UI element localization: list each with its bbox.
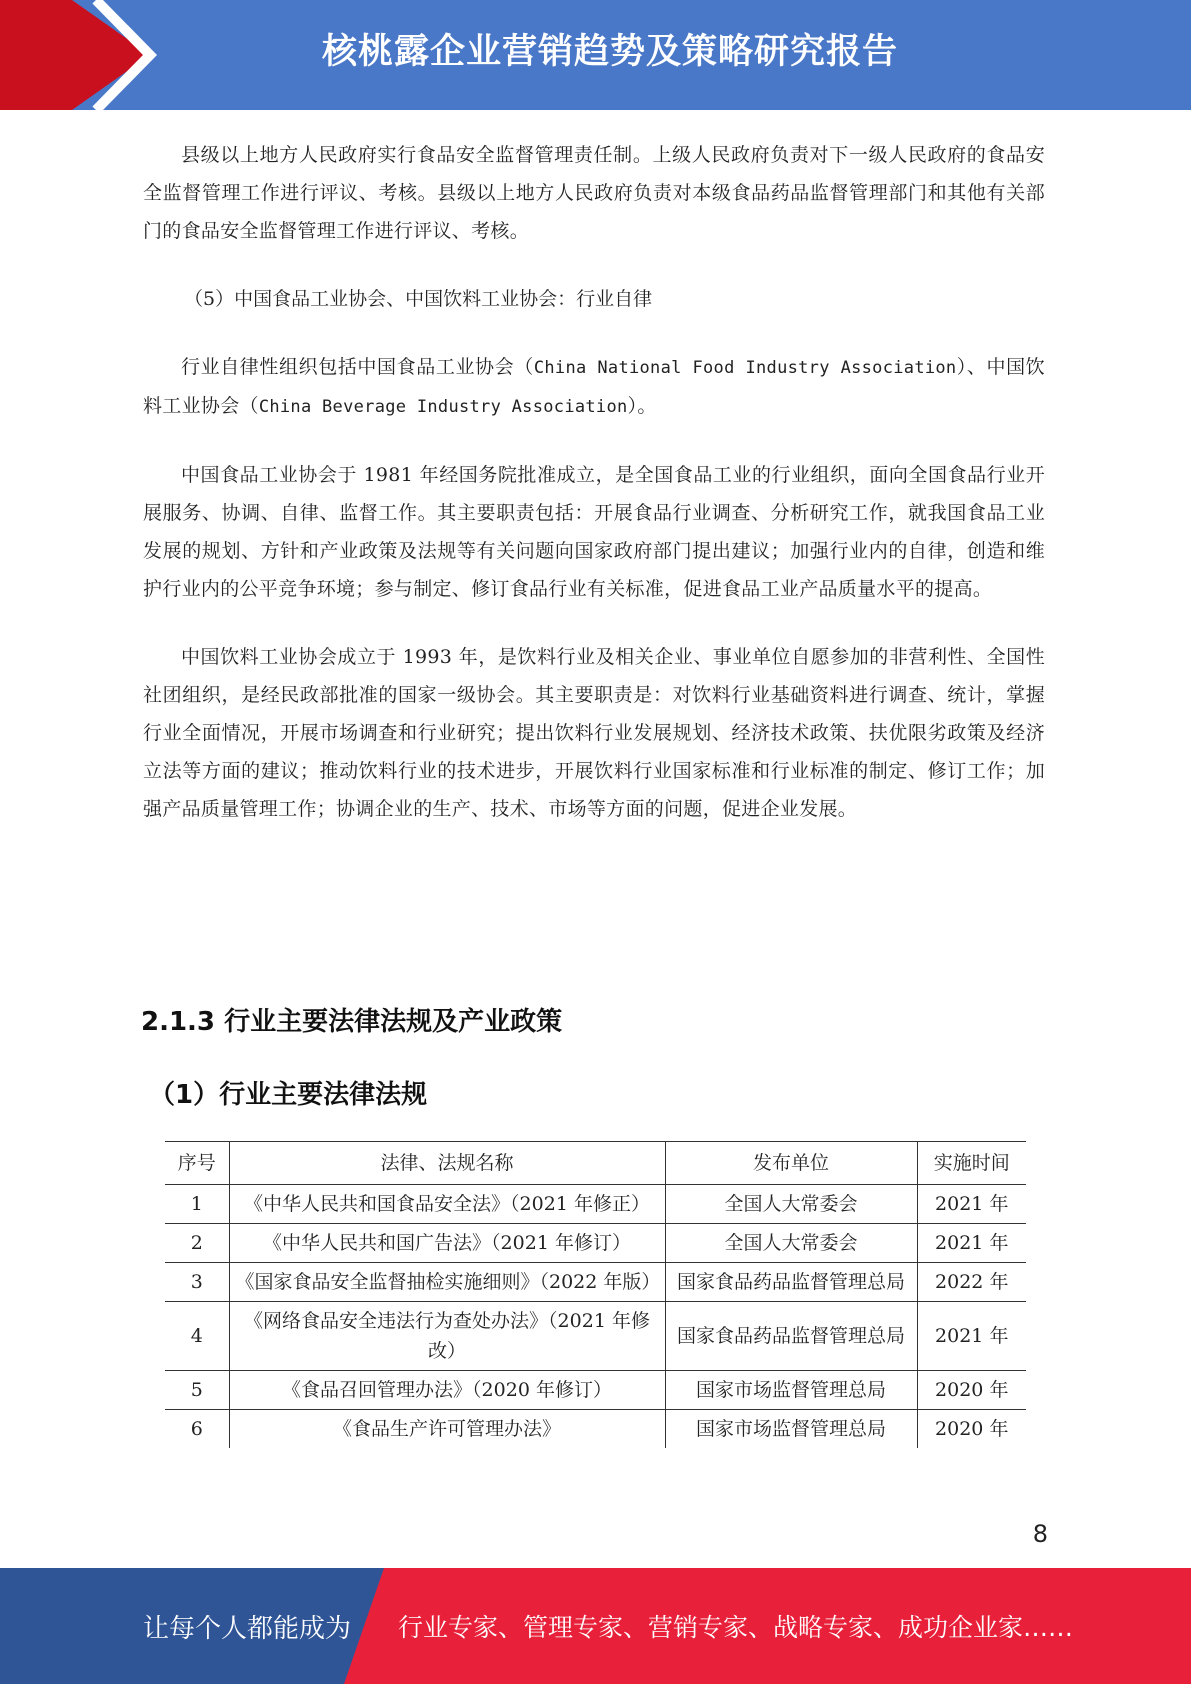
subheading-associations: （5）中国食品工业协会、中国饮料工业协会：行业自律 xyxy=(184,288,653,310)
cell-effective-date: 2020 年 xyxy=(917,1371,1026,1410)
cell-effective-date: 2021 年 xyxy=(917,1302,1026,1371)
header-index: 序号 xyxy=(165,1142,229,1185)
cell-issuer: 国家食品药品监督管理总局 xyxy=(665,1302,917,1371)
page-header xyxy=(0,0,1191,110)
page-footer xyxy=(0,1568,1191,1684)
cell-law-name: 《食品召回管理办法》（2020 年修订） xyxy=(229,1371,665,1410)
section-title: 行业主要法律法规及产业政策 xyxy=(224,1007,563,1037)
cell-issuer: 国家市场监督管理总局 xyxy=(665,1410,917,1449)
table-row xyxy=(165,1224,1026,1263)
cell-effective-date: 2020 年 xyxy=(917,1410,1026,1449)
table-row xyxy=(165,1410,1026,1449)
section-heading xyxy=(141,1001,562,1038)
cell-index: 3 xyxy=(165,1263,229,1302)
cell-issuer: 全国人大常委会 xyxy=(665,1185,917,1224)
table-row xyxy=(165,1302,1026,1371)
paragraph-beverage-association: 中国饮料工业协会成立于 1993 年，是饮料行业及相关企业、事业单位自愿参加的非营利性、全国性社团组织，是经民政部批准的国家一级协会。其主要职责是：对饮料行业基础资料进行调查、统计，掌握行业全面情况，开展市场调查和行业研究；提出饮料行业发展规划、经济技术政策、扶优限劣政策及经济立法等方面的建议；推动饮料行业的技术进步，开展饮料行业国家标准和行业标准的制定、修订工作；加强产品质量管理工作；协调企业的生产、技术、市场等方面的问题，促进企业发展。 xyxy=(143,646,1045,820)
cell-index: 2 xyxy=(165,1224,229,1263)
paragraph-food-association: 中国食品工业协会于 1981 年经国务院批准成立，是全国食品工业的行业组织，面向全国食品行业开展服务、协调、自律、监督工作。其主要职责包括：开展食品行业调查、分析研究工作，就我国食品工业发展的规划、方针和产业政策及法规等有关问题向国家政府部门提出建议；加强行业内的自律，创造和维护行业内的公平竞争环境；参与制定、修订食品行业有关标准，促进食品工业产品质量水平的提高。 xyxy=(143,464,1045,600)
paragraph-self-regulation: 行业自律性组织包括中国食品工业协会（China National Food Industry Association）、中国饮料工业协会（China Beverage Industry Association）。 xyxy=(143,356,1045,417)
paragraph-supervision: 县级以上地方人民政府实行食品安全监督管理责任制。上级人民政府负责对下一级人民政府的食品安全监督管理工作进行评议、考核。县级以上地方人民政府负责对本级食品药品监督管理部门和其他有关部门的食品安全监督管理工作进行评议、考核。 xyxy=(143,144,1045,242)
laws-table xyxy=(165,1141,1026,1448)
cell-law-name: 《中华人民共和国广告法》（2021 年修订） xyxy=(229,1224,665,1263)
table-row xyxy=(165,1185,1026,1224)
cell-index: 6 xyxy=(165,1410,229,1449)
header-law-name: 法律、法规名称 xyxy=(229,1142,665,1185)
cell-issuer: 全国人大常委会 xyxy=(665,1224,917,1263)
subsection-heading: （1）行业主要法律法规 xyxy=(149,1080,428,1110)
cell-effective-date: 2021 年 xyxy=(917,1185,1026,1224)
body-text xyxy=(143,136,1045,828)
header-issuer: 发布单位 xyxy=(665,1142,917,1185)
cell-index: 1 xyxy=(165,1185,229,1224)
table-row xyxy=(165,1263,1026,1302)
report-title: 核桃露企业营销趋势及策略研究报告 xyxy=(321,32,898,72)
cell-effective-date: 2022 年 xyxy=(917,1263,1026,1302)
footer-slogan-right: 行业专家、管理专家、营销专家、战略专家、成功企业家…… xyxy=(398,1613,1074,1642)
table-header-row xyxy=(165,1142,1026,1185)
cell-law-name: 《网络食品安全违法行为查处办法》（2021 年修改） xyxy=(229,1302,665,1371)
cell-index: 5 xyxy=(165,1371,229,1410)
cell-issuer: 国家食品药品监督管理总局 xyxy=(665,1263,917,1302)
footer-slogan-left: 让每个人都能成为 xyxy=(143,1614,352,1644)
page-number: 8 xyxy=(1032,1520,1048,1548)
cell-effective-date: 2021 年 xyxy=(917,1224,1026,1263)
section-number: 2.1.3 xyxy=(141,1007,216,1037)
cell-law-name: 《食品生产许可管理办法》 xyxy=(229,1410,665,1449)
cell-law-name: 《中华人民共和国食品安全法》（2021 年修正） xyxy=(229,1185,665,1224)
cell-issuer: 国家市场监督管理总局 xyxy=(665,1371,917,1410)
cell-index: 4 xyxy=(165,1302,229,1371)
cell-law-name: 《国家食品安全监督抽检实施细则》（2022 年版） xyxy=(229,1263,665,1302)
header-effective-date: 实施时间 xyxy=(917,1142,1026,1185)
table-row xyxy=(165,1371,1026,1410)
